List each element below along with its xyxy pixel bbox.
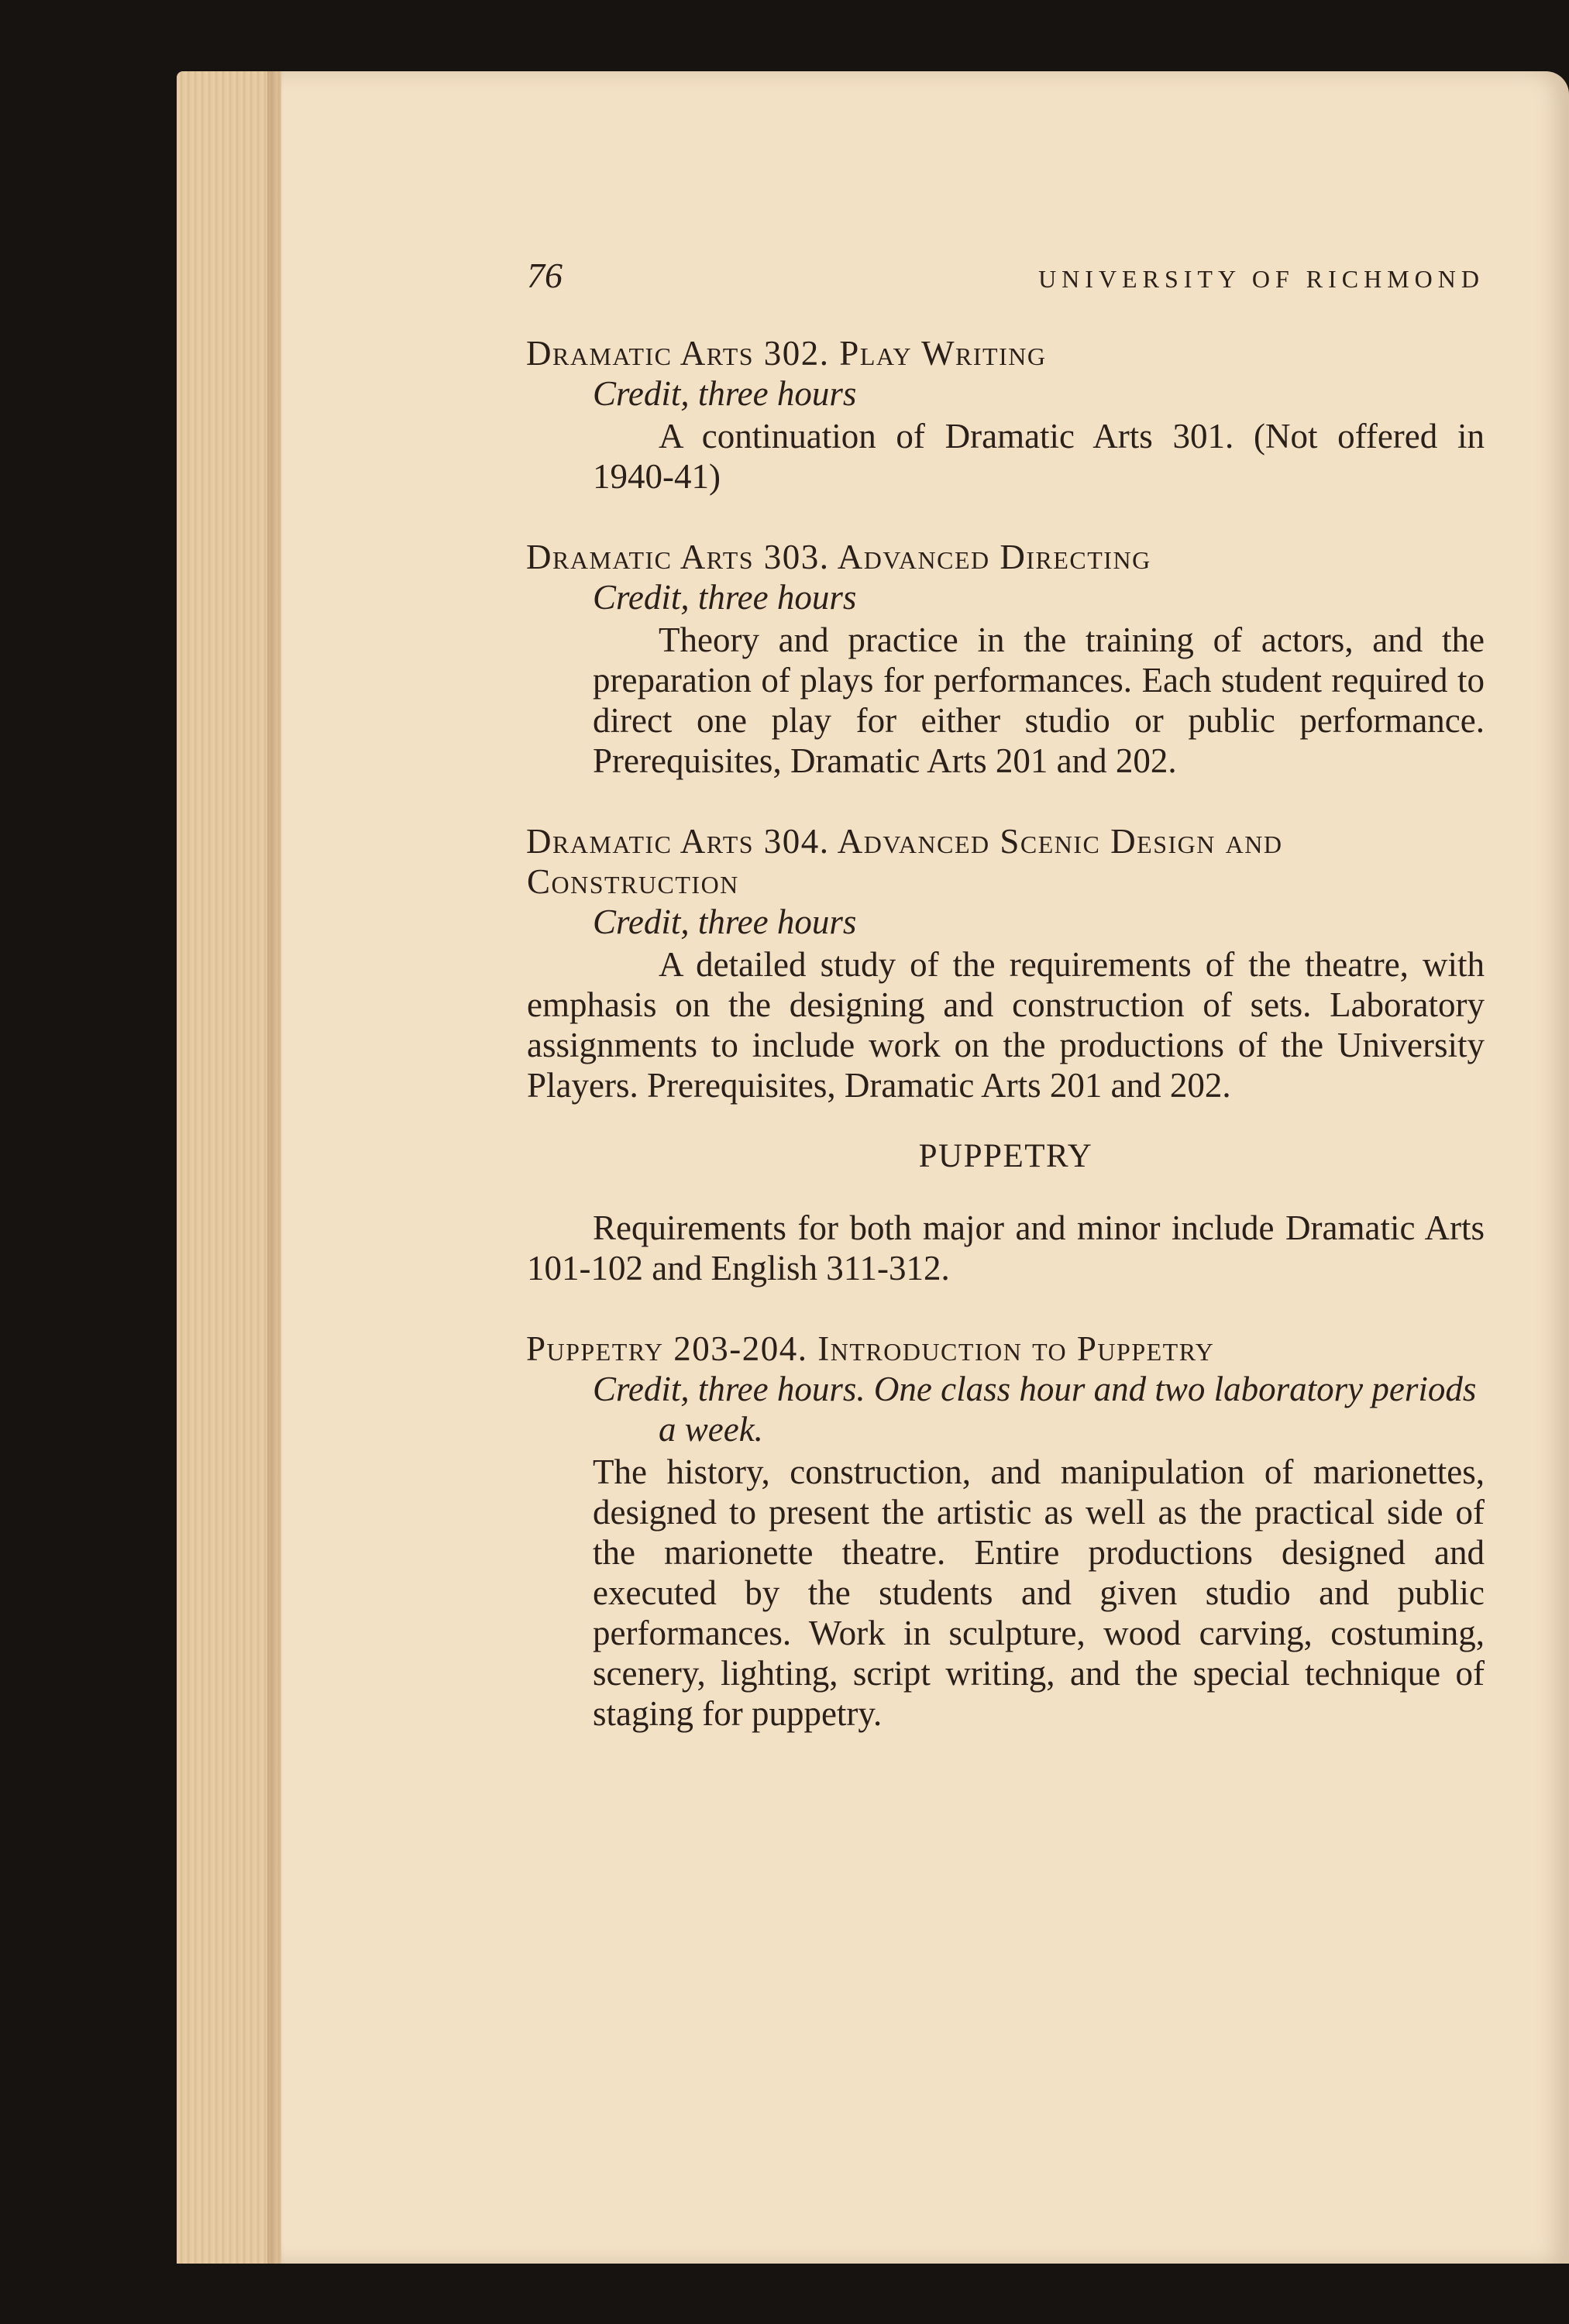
page-edges xyxy=(177,71,281,2264)
section-heading: PUPPETRY xyxy=(918,1138,1093,1174)
course-description: The history, construction, and manipulation of marionettes, designed to present the artistic as well as the practical side of the marionette theatre. Entire productions designed and executed by the students and given studio and public performances. Work in sculpture, wood carving, costuming, scenery, lighting, script writing, and the special technique of staging for puppetry. xyxy=(593,1452,1485,1733)
course-description: Theory and practice in the training of actors, and the preparation of plays for performances. Each student required to direct one play for either studio or public performance. Prerequisites, Dramatic Arts 201 and 202. xyxy=(593,621,1485,780)
course-credit: Credit, three hours xyxy=(593,902,857,941)
course-description-block xyxy=(527,416,1485,497)
course-entry xyxy=(527,1329,1485,1734)
course-title: Dramatic Arts 302. Play Writing xyxy=(526,334,1047,373)
page-header xyxy=(527,256,1485,296)
page-gutter xyxy=(267,71,284,2264)
page-content xyxy=(527,256,1485,1774)
course-credit: Credit, three hours xyxy=(593,578,857,617)
course-entry xyxy=(527,821,1485,1105)
course-description-block xyxy=(527,1452,1485,1734)
course-title: Puppetry 203-204. Introduction to Puppetry xyxy=(526,1329,1215,1368)
running-head: UNIVERSITY OF RICHMOND xyxy=(1038,265,1485,293)
course-description: A detailed study of the requirements of the theatre, with emphasis on the designing and construction of sets. Laboratory assignments to include work on the productions of the University Players. Prerequisites, Dramatic Arts 201 and 202. xyxy=(527,945,1485,1105)
course-description-block xyxy=(527,944,1485,1105)
course-description-block xyxy=(527,620,1485,781)
course-credit: Credit, three hours. One class hour and two laboratory periods xyxy=(593,1370,1477,1408)
course-credit: Credit, three hours xyxy=(593,374,857,413)
course-title: Dramatic Arts 303. Advanced Directing xyxy=(526,538,1151,576)
course-credit-continued: a week. xyxy=(659,1410,763,1449)
course-title: Dramatic Arts 304. Advanced Scenic Design and Construction xyxy=(526,822,1283,901)
section-requirements: Requirements for both major and minor include Dramatic Arts 101-102 and English 311-312. xyxy=(527,1208,1485,1287)
course-entry xyxy=(527,333,1485,497)
course-description: A continuation of Dramatic Arts 301. (Not offered in 1940-41) xyxy=(593,417,1485,496)
course-entry xyxy=(527,537,1485,781)
page-number: 76 xyxy=(527,256,563,295)
